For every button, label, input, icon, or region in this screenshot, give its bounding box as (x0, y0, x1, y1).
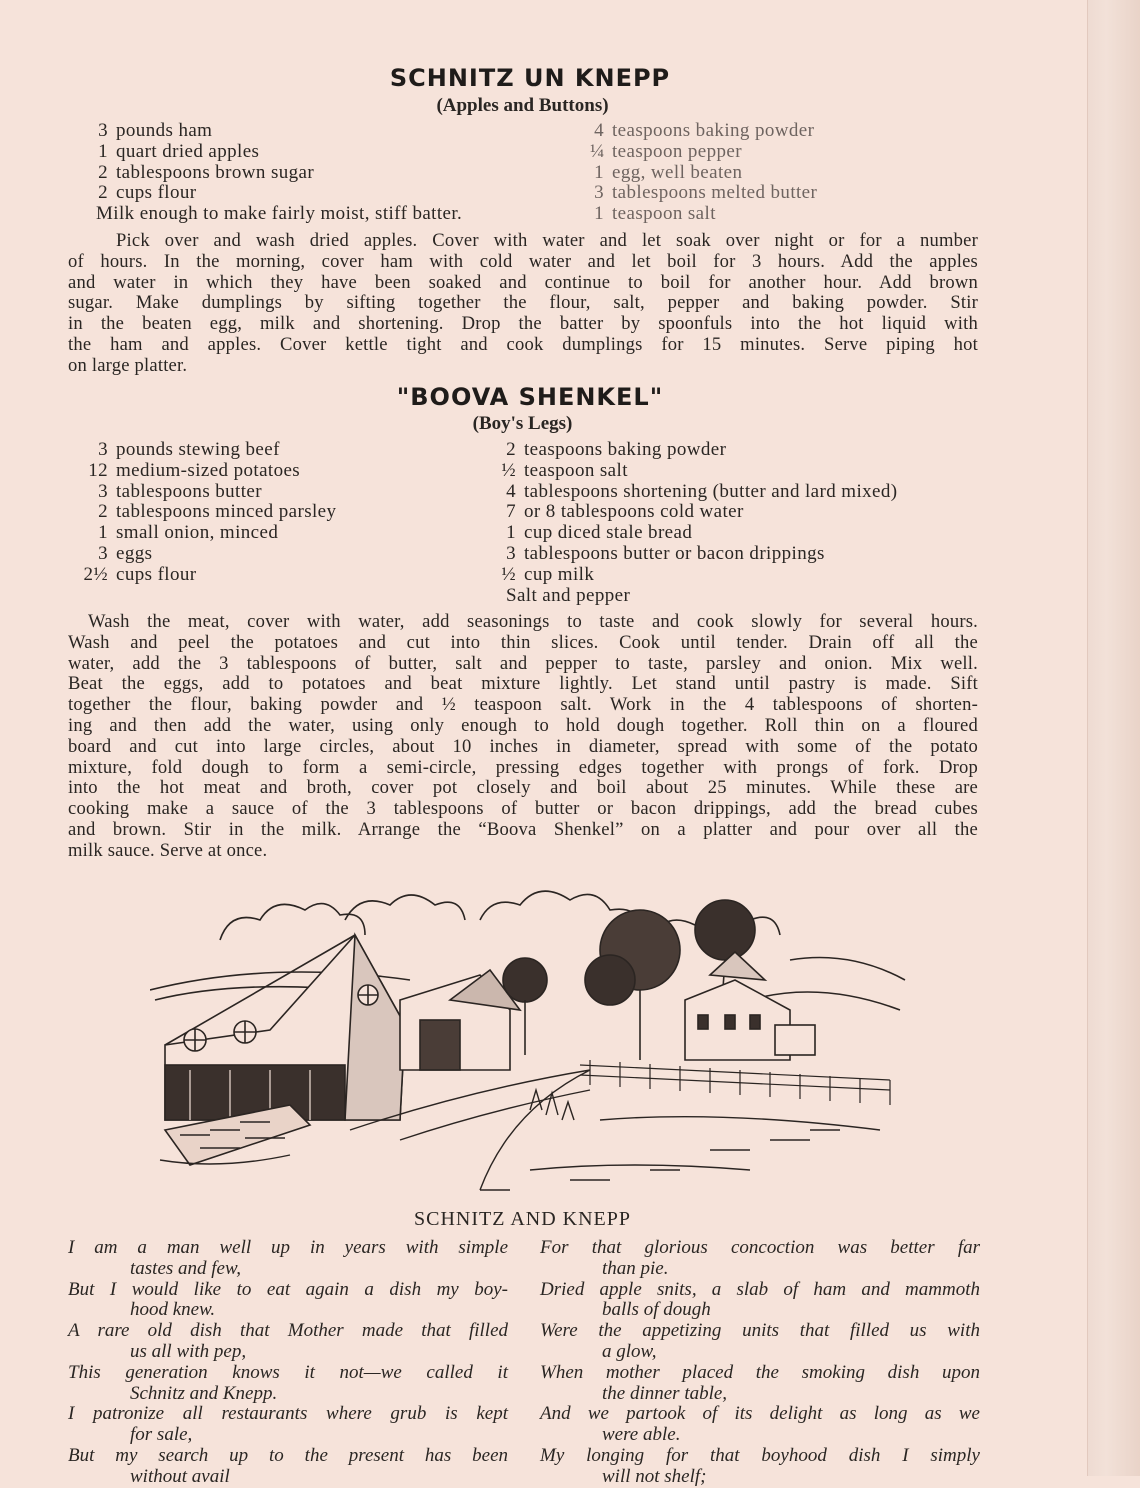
poem-line: I patronize all restaurants where grub is kept (68, 1403, 508, 1425)
ingredient-quantity: 7 (506, 501, 516, 523)
ingredient-item: tablespoons melted butter (612, 182, 818, 204)
directions-line: board and cut into large circles, about 10 inches in diameter, spread with some of the potato (68, 735, 978, 757)
poem-line: When mother placed the smoking dish upon (540, 1361, 980, 1383)
directions-line: water, add the 3 tablespoons of butter, salt and pepper to taste, parsley and onion. Mix well. (68, 652, 978, 674)
recipe-directions (68, 231, 978, 377)
ingredient-row (66, 461, 336, 482)
ingredient-quantity: ½ (501, 459, 516, 481)
directions-line: ing and then add the water, using only enough to hold dough together. Roll thin on a floured (68, 714, 978, 736)
ingredient-quantity: 1 (98, 522, 108, 544)
poem-line: For that glorious concoction was better far (540, 1237, 980, 1258)
cloud-icon (345, 895, 465, 920)
ingredient-quantity: 1 (98, 140, 108, 162)
ingredient-row (66, 440, 336, 461)
poem-line: balls of dough (602, 1299, 711, 1321)
poem-line: tastes and few, (130, 1257, 242, 1279)
ingredient-quantity: 4 (594, 120, 604, 141)
ingredient-item: cup milk (524, 563, 595, 585)
ingredient-row (590, 121, 817, 142)
ingredient-quantity: 3 (98, 542, 108, 564)
ingredient-row (496, 461, 898, 482)
directions-line: milk sauce. Serve at once. (68, 839, 268, 861)
ingredient-row (66, 523, 336, 544)
directions-line: Beat the eggs, add to potatoes and beat mixture lightly. Let stand until pastry is made. Sift (68, 673, 978, 695)
ingredient-row (96, 142, 462, 163)
recipe-subtitle-apples-and-buttons: (Apples and Buttons) (436, 95, 609, 116)
ingredient-quantity: 2 (98, 182, 108, 204)
ingredient-item: pounds stewing beef (116, 439, 280, 460)
ingredient-item: teaspoon salt (612, 203, 716, 225)
directions-line: cooking make a sauce of the 3 tablespoons of butter or bacon drippings, add the bread cubes (68, 798, 978, 820)
ingredient-row (66, 544, 336, 565)
ingredient-item: quart dried apples (116, 140, 260, 162)
directions-line: into the hot meat and broth, cover pot closely and boil about 25 minutes. While these are (68, 777, 978, 799)
ingredient-item: teaspoon salt (524, 459, 628, 481)
ingredient-quantity: 2 (506, 439, 516, 460)
poem-line: were able. (602, 1424, 681, 1446)
ingredient-row (96, 121, 462, 142)
ingredient-item: tablespoons brown sugar (116, 161, 315, 183)
recipe-directions (68, 612, 978, 862)
poem-line: Dried apple snits, a slab of ham and mammoth (540, 1278, 980, 1300)
page-edge (1087, 0, 1140, 1476)
poem-line: the dinner table, (602, 1382, 728, 1404)
ingredient-row (496, 440, 898, 461)
ingredient-row (96, 163, 462, 184)
farm-barn-illustration (150, 880, 910, 1200)
ingredient-quantity: 1 (594, 203, 604, 225)
poem-column-left (68, 1238, 508, 1488)
ingredient-row (496, 523, 898, 544)
poem-column-right (540, 1238, 980, 1488)
ingredient-item: tablespoons shortening (butter and lard mixed) (524, 480, 898, 502)
ingredient-row (96, 183, 462, 204)
ingredient-item: cup diced stale bread (524, 522, 693, 544)
poem-line: us all with pep, (130, 1340, 247, 1362)
ingredient-quantity: ¼ (590, 140, 605, 162)
ingredient-list-right (496, 440, 898, 606)
poem-line: for sale, (130, 1424, 193, 1446)
ingredient-quantity: 2½ (83, 563, 108, 585)
poem-line: hood knew. (130, 1299, 216, 1321)
ingredient-list-left (96, 121, 462, 225)
ingredient-quantity: 1 (506, 522, 516, 544)
ingredient-row (66, 502, 336, 523)
ingredient-item: eggs (116, 542, 153, 564)
poem-line: But I would like to eat again a dish my boy- (68, 1278, 508, 1300)
ingredient-item: teaspoons baking powder (524, 439, 727, 460)
ingredient-row (496, 502, 898, 523)
ingredient-item: medium-sized potatoes (116, 459, 301, 481)
poem-line: will not shelf; (602, 1465, 707, 1487)
poem-line: This generation knows it not—we called it (68, 1361, 508, 1383)
poem-line: a glow, (602, 1340, 657, 1362)
directions-line: the ham and apples. Cover kettle tight and cook dumplings for 15 minutes. Serve piping hot (68, 333, 978, 355)
ingredient-item: teaspoon pepper (612, 140, 742, 162)
ingredient-quantity: 1 (594, 161, 604, 183)
poem-line: My longing for that boyhood dish I simply (540, 1444, 980, 1466)
poem-line: A rare old dish that Mother made that filled (68, 1320, 508, 1342)
ingredient-row (66, 482, 336, 503)
ingredient-row (496, 544, 898, 565)
ingredient-item: small onion, minced (116, 522, 279, 544)
ingredient-item: tablespoons butter or bacon drippings (524, 542, 825, 564)
poem-line: Were the appetizing units that filled us with (540, 1320, 980, 1342)
directions-line: and brown. Stir in the milk. Arrange the “Boova Shenkel” on a platter and pour over all the (68, 818, 978, 840)
ingredient-list-left (66, 440, 336, 586)
poem-line: And we partook of its delight as long as we (540, 1403, 980, 1425)
directions-line: Wash and peel the potatoes and cut into thin slices. Cook until tender. Drain off all the (68, 631, 978, 653)
ingredient-item: cups flour (116, 182, 197, 204)
poem-line: without avail (130, 1465, 230, 1487)
ingredient-quantity: 3 (506, 542, 516, 564)
ingredient-item: tablespoons minced parsley (116, 501, 337, 523)
directions-line: in the beaten egg, milk and shortening. Drop the batter by spoonfuls into the hot liquid with (68, 313, 978, 335)
ingredient-row (496, 482, 898, 503)
ingredient-quantity: 3 (98, 120, 108, 141)
directions-line: together the flour, baking powder and ½ teaspoon salt. Work in the 4 tablespoons of shorten- (68, 694, 978, 716)
ingredient-note: Milk enough to make fairly moist, stiff batter. (96, 203, 463, 225)
ingredient-quantity: 3 (594, 182, 604, 204)
ingredient-row (496, 565, 898, 586)
recipe-title-schnitz-un-knepp: SCHNITZ UN KNEPP (389, 64, 671, 92)
poem-line: I am a man well up in years with simple (68, 1237, 508, 1258)
ingredient-row (590, 142, 817, 163)
ingredient-quantity: 2 (98, 161, 108, 183)
poem-title: SCHNITZ AND KNEPP (413, 1208, 632, 1230)
directions-line: Pick over and wash dried apples. Cover with water and let soak over night or for a number (116, 230, 978, 251)
ingredient-quantity: 4 (506, 480, 516, 502)
poem-line: than pie. (602, 1257, 669, 1279)
directions-line: mixture, fold dough to form a semi-circle, pressing edges together with prongs of fork. Drop (68, 756, 978, 778)
ingredient-row (590, 183, 817, 204)
directions-line: on large platter. (68, 354, 188, 376)
directions-line: sugar. Make dumplings by sifting together the flour, salt, pepper and baking powder. Stir (68, 292, 978, 314)
poem-line: Schnitz and Knepp. (130, 1382, 278, 1404)
directions-line: and water in which they have been soaked and continue to boil for another hour. Add brown (68, 271, 978, 293)
recipe-title-boova-shenkel: "BOOVA SHENKEL" (396, 383, 664, 411)
ingredient-item: tablespoons butter (116, 480, 262, 502)
ingredient-quantity: 2 (98, 501, 108, 523)
ingredient-list-right (590, 121, 817, 225)
recipe-subtitle-boys-legs: (Boy's Legs) (472, 413, 573, 434)
ingredient-item: cups flour (116, 563, 197, 585)
ingredient-note: Salt and pepper (506, 584, 631, 606)
directions-line: of hours. In the morning, cover ham with cold water and let boil for 3 hours. Add the apples (68, 250, 978, 272)
cloud-icon (220, 904, 365, 940)
ingredient-quantity: ½ (501, 563, 516, 585)
ingredient-quantity: 3 (98, 480, 108, 502)
directions-line: Wash the meat, cover with water, add seasonings to taste and cook slowly for several hours. (88, 611, 978, 632)
ingredient-item: pounds ham (116, 120, 213, 141)
poem-line: But my search up to the present has been (68, 1444, 508, 1466)
ingredient-row (66, 565, 336, 586)
ingredient-item: teaspoons baking powder (612, 120, 815, 141)
ingredient-row (590, 204, 817, 225)
ingredient-row (590, 163, 817, 184)
ingredient-item: or 8 tablespoons cold water (524, 501, 744, 523)
ingredient-quantity: 3 (98, 439, 108, 460)
ingredient-quantity: 12 (88, 459, 108, 481)
ingredient-item: egg, well beaten (612, 161, 743, 183)
